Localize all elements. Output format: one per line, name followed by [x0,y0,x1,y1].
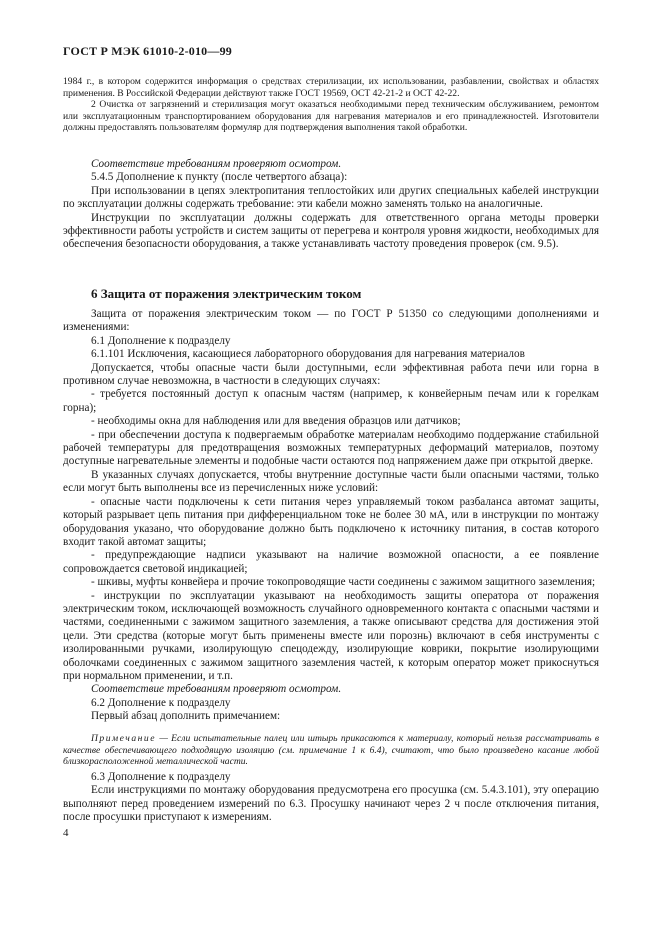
subclause-6-3 [63,771,599,825]
note-continuation: 1984 г., в котором содержится информация о средствах стерилизации, их использовании, разбавлении, свойствах и областях применения. В Российской Федерации действуют также ГОСТ 19569, ОСТ 42-21-2 и ОСТ 42-22. [63,76,599,99]
note-text: — Если испытательные палец или штырь прикасаются к материалу, который нельзя рассматривать в качестве обеспечивающего подходящую изоляцию (см. примечание 1 к 6.4), считают, что было произведено касание любой близкорасположенной металлической части. [63,733,599,767]
paragraph: В указанных случаях допускается, чтобы внутренние доступные части были опасными частями, только если могут быть выполнены все из перечисленных ниже условий: [63,468,599,495]
subclause-heading: 6.1.101 Исключения, касающиеся лабораторного оборудования для нагревания материалов [91,348,525,361]
clause-heading: 5.4.5 Дополнение к пункту (после четвертого абзаца): [91,171,348,184]
page-number: 4 [63,827,69,839]
note-block [63,733,599,768]
list-item: - при обеспечении доступа к подвергаемым обработке материалам необходимо поддержание стабильной рабочей температуры для предотвращения возможных температурных деформаций материалов, поэтому доступные нагревательные элементы и подобные части остаются под напряжением даже при открытой дверке. [63,428,599,468]
paragraph: Инструкции по эксплуатации должны содержать для ответственного органа методы проверки эффективности работы устройств и систем защиты от перегрева и контроля уровня жидкости, необходимых для обеспечения безопасности оборудования, а также устанавливать частоту проведения проверок (см. 9.5). [63,211,599,251]
paragraph: Защита от поражения электрическим током — по ГОСТ Р 51350 со следующими дополнениями и изменениями: [63,308,599,334]
list-item: - шкивы, муфты конвейера и прочие токопроводящие части соединены с зажимом защитного заземления; [91,576,596,589]
paragraph: Первый абзац дополнить примечанием: [91,710,281,723]
list-item: - необходимы окна для наблюдения или для введения образцов или датчиков; [91,415,461,428]
compliance-line: Соответствие требованиям проверяют осмотром. [91,158,342,170]
subclause-heading: 6.3 Дополнение к подразделу [91,771,231,783]
list-item: - требуется постоянный доступ к опасным частям (например, к конвейерным печам или к горелкам горна); [63,388,599,414]
paragraph: Допускается, чтобы опасные части были доступными, если эффективная работа печи или горна в противном случае невозможна, в частности в следующих случаях: [63,361,599,388]
list-item: - инструкции по эксплуатации указывают на необходимость защиты оператора от поражения электрическим током, исключающей возможность случайного одновременного контакта с опасными частями и частями, соединенными с зажимом защитного заземления, а также описывают средства для достижения этой цели. Эти средства (которые могут быть применены вместе или порознь) включают в себя инструменты с изолированными ручками, изолирующую спецодежду, изолирующие коврики, покрытие изолирующими оболочками соединенных с зажимом защитного заземления частей, к которым оператор может прикоснуться при нормальном применении, и т.п. [63,589,599,682]
paragraph: При использовании в цепях электропитания теплостойких или других специальных кабелей инструкции по эксплуатации должны содержать требование: эти кабели можно заменять только на аналогичные. [63,184,599,211]
paragraph: Если инструкциями по монтажу оборудования предусмотрена его просушка (см. 5.4.3.101), эту операцию выполняют перед проведением измерений по 6.3. Просушку начинают через 2 ч после отключения питания, после просушки приступают к измерениям. [63,784,599,824]
note-label: Примечание [91,733,156,744]
compliance-line: Соответствие требованиям проверяют осмотром. [91,683,342,696]
list-item: - опасные части подключены к сети питания через управляемый током разбаланса автомат защиты, который разрывает цепь питания при дифференциальном токе не более 30 мА, или в инструкции по монтажу оборудования указано, что оборудование должно быть подключено к источнику питания, в состав которого входит такой автомат защиты; [63,495,599,548]
subclause-heading: 6.2 Дополнение к подразделу [91,696,231,709]
section-6-body [63,308,599,724]
page-header: ГОСТ Р МЭК 61010-2-010—99 [63,44,232,58]
list-item: - предупреждающие надписи указывают на наличие возможной опасности, а ее появление сопровождается световой индикацией; [63,549,599,575]
note-2: 2 Очистка от загрязнений и стерилизация могут оказаться необходимыми перед техническим обслуживанием, ремонтом или эксплуатационным транспортированием оборудования для нагревания материалов и его принадлежностей. Изготовители должны предоставлять пользователям формуляр для подтверждения выполнения такой обработки. [63,99,599,133]
notes-block [63,76,599,134]
section-title: 6 Защита от поражения электрическим током [91,286,362,301]
subclause-heading: 6.1 Дополнение к подразделу [91,334,231,347]
clause-5-4-5 [63,158,599,252]
note [63,733,599,768]
